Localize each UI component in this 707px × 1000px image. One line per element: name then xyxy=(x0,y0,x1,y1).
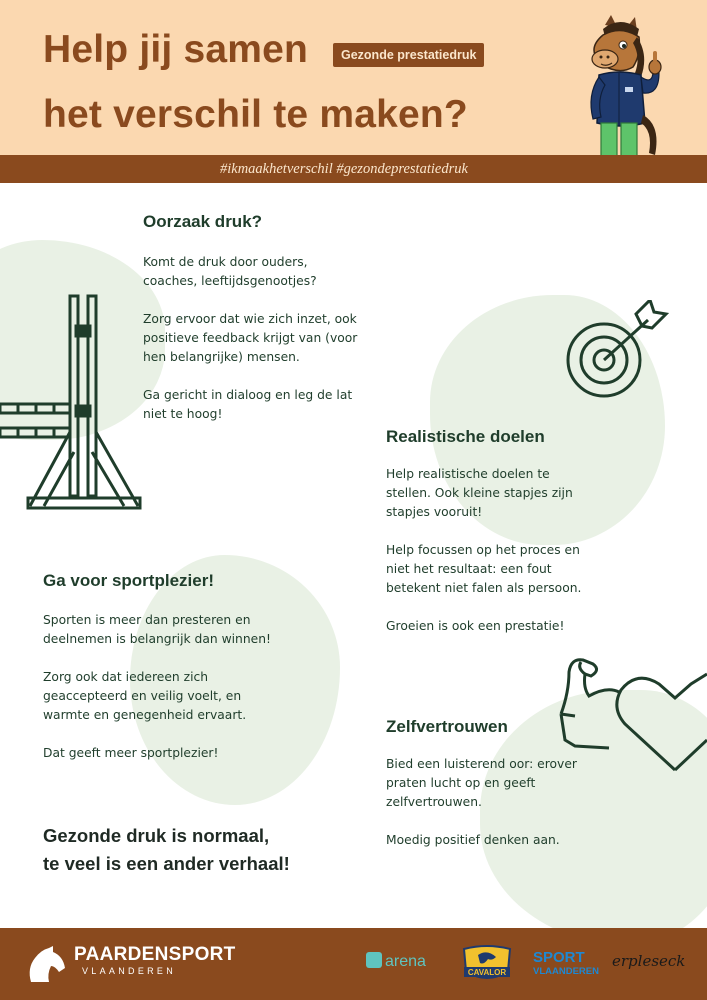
brand-subtitle: VLAANDEREN xyxy=(82,966,177,976)
brand-name: PAARDENSPORT xyxy=(74,944,236,965)
sponsor-arena-logo: arena xyxy=(366,952,426,971)
topic-badge: Gezonde prestatiedruk xyxy=(333,43,484,67)
section-text-realistische-doelen: Help realistische doelen te stellen. Ook kleine stapjes zijn stapjes vooruit! Help focussen op het proces en niet het resultaat: een fout betekent niet falen als persoon. Groeien is ook een prestatie! xyxy=(386,467,582,633)
horse-head-logo-icon xyxy=(25,946,67,984)
section-text-oorzaak: Komt de druk door ouders, coaches, leeftijdsgenootjes? Zorg ervoor dat wie zich inzet, ook positieve feedback krijgt van (voor hen belangrijke) mensen. Ga gericht in dialoog en leg de lat niet te hoog! xyxy=(143,255,358,421)
target-arrow-icon xyxy=(556,300,671,400)
svg-text:CAVALOR: CAVALOR xyxy=(467,968,507,977)
page-title-line2: het verschil te maken? xyxy=(43,93,468,136)
sponsor-sport-vlaanderen-sub: VLAANDEREN xyxy=(533,966,599,977)
arena-mark-icon xyxy=(366,952,382,968)
section-heading-sportplezier: Ga voor sportplezier! xyxy=(43,571,214,590)
muscle-heart-icon xyxy=(555,652,707,777)
section-heading-zelfvertrouwen: Zelfvertrouwen xyxy=(386,717,508,736)
section-text-zelfvertrouwen: Bied een luisterend oor: erover praten lucht op en geeft zelfvertrouwen. Moedig positief denken aan. xyxy=(386,757,577,847)
hashtags: #ikmaakhetverschil #gezondeprestatiedruk xyxy=(220,161,468,177)
sponsor-sport-vlaanderen-logo: SPORT xyxy=(533,949,585,966)
jump-fence-icon xyxy=(0,292,150,517)
sponsor-erpleck-logo: erpleseck xyxy=(612,952,686,970)
closing-statement: Gezonde druk is normaal, te veel is een ander verhaal! xyxy=(43,825,290,874)
sponsor-cavalor-logo xyxy=(458,945,516,983)
page-title-line1: Help jij samen xyxy=(43,28,309,71)
section-heading-oorzaak: Oorzaak druk? xyxy=(143,212,263,231)
section-heading-realistische-doelen: Realistische doelen xyxy=(386,427,545,446)
cavalor-shield-icon xyxy=(458,945,516,983)
section-text-sportplezier: Sporten is meer dan presteren en deelnemen is belangrijk dan winnen! Zorg ook dat iedereen zich geaccepteerd en veilig voelt, en warmte en genegenheid ervaart. Dat geeft meer sportplezier! xyxy=(43,613,271,760)
